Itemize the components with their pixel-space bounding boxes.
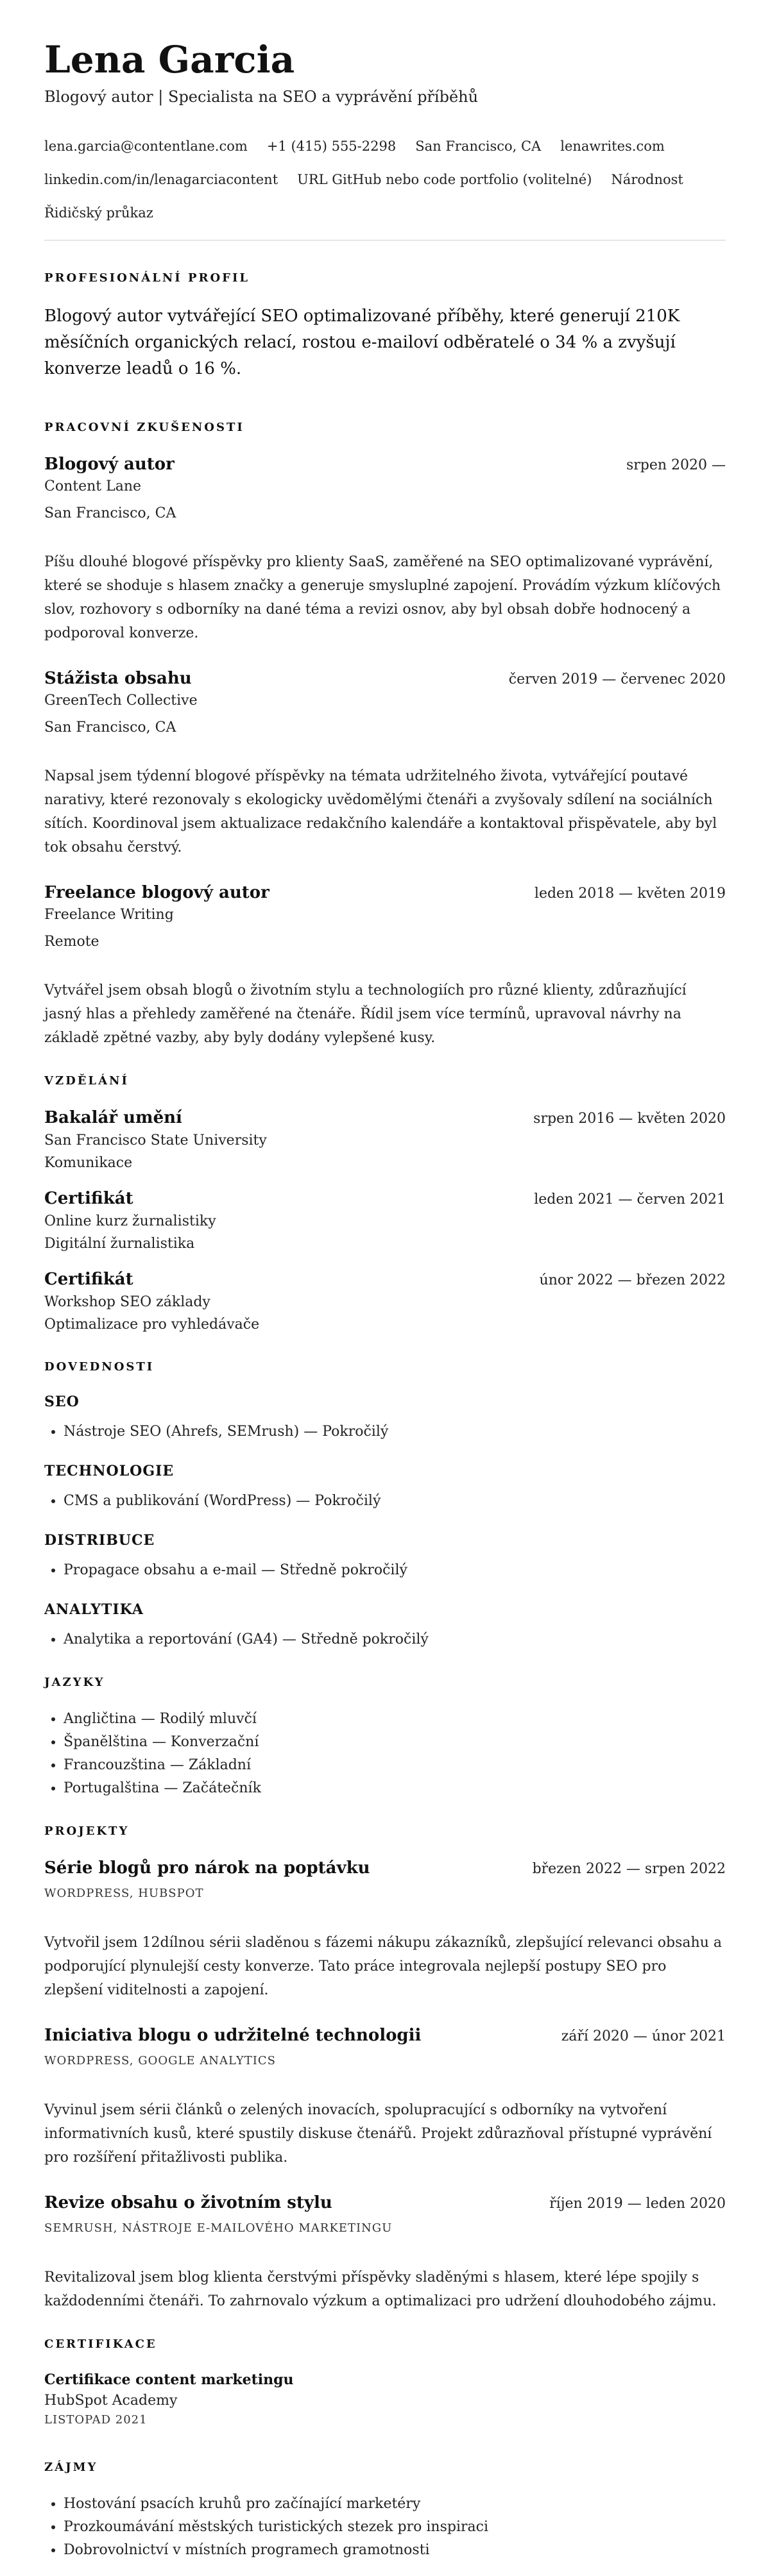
job-company: Freelance Writing	[44, 907, 174, 923]
projects-section	[44, 1823, 726, 2313]
person-tagline: Blogový autor | Specialista na SEO a vyprávění příběhů	[44, 88, 479, 106]
degree-title: Certifikát	[44, 1189, 133, 1208]
section-title-profile: PROFESIONÁLNÍ PROFIL	[44, 271, 250, 285]
job-title: Freelance blogový autor	[44, 883, 270, 902]
degree-dates: únor 2022 — březen 2022	[539, 1272, 726, 1288]
language-item: • Španělština — Konverzační	[64, 1731, 726, 1754]
contact-portfolio[interactable]: URL GitHub nebo code portfolio (volitelné)	[297, 172, 592, 187]
project-dates: září 2020 — únor 2021	[561, 2028, 726, 2044]
job-location: San Francisco, CA	[44, 505, 176, 521]
degree-title: Certifikát	[44, 1270, 133, 1289]
profile-summary: Blogový autor vytvářející SEO optimalizované příběhy, které generují 210K měsíčních organických relací, rostou e-mailoví odběratelé o 34 % a zvyšují konverze leadů o 16 %.	[44, 307, 680, 378]
job-description: Vytvářel jsem obsah blogů o životním stylu a technologiích pro různé klienty, zdůrazňující jasný hlas a přehledy zaměřené na čtenáře. Řídil jsem více termínů, upravoval návrhy na základě zpětné vazby, aby byly dodány vylepšené kusy.	[44, 982, 687, 1046]
profile-section	[44, 270, 726, 382]
section-title-skills: DOVEDNOSTI	[44, 1360, 155, 1374]
job-dates: leden 2018 — květen 2019	[534, 886, 726, 902]
experience-entry	[44, 453, 726, 645]
contact-website[interactable]: lenawrites.com	[560, 139, 665, 154]
project-tech: WORDPRESS, GOOGLE ANALYTICS	[44, 2054, 276, 2067]
contact-list	[44, 130, 726, 230]
skill-list	[44, 1628, 726, 1651]
project-dates: říjen 2019 — leden 2020	[549, 2196, 726, 2212]
section-title-interests: ZÁJMY	[44, 2461, 98, 2474]
contact-linkedin[interactable]: linkedin.com/in/lenagarciacontent	[44, 172, 278, 187]
job-description: Píšu dlouhé blogové příspěvky pro klienty SaaS, zaměřené na SEO optimalizované vyprávění, které se shoduje s hlasem značky a generuje smysluplné zapojení. Provádím výzkum klíčových slov, rozhovory s odborníky na dané téma a revizi osnov, aby byl obsah dobře hodnocený a podporoval konverze.	[44, 554, 721, 641]
languages-section	[44, 1674, 726, 1800]
contact-nationality: Národnost	[611, 172, 683, 187]
degree-dates: leden 2021 — červen 2021	[534, 1191, 726, 1208]
skill-list	[44, 1559, 726, 1582]
degree-dates: srpen 2016 — květen 2020	[533, 1111, 726, 1127]
study-field: Digitální žurnalistika	[44, 1236, 195, 1252]
education-entry	[44, 1268, 726, 1336]
experience-section	[44, 419, 726, 1050]
project-name: Iniciativa blogu o udržitelné technologii	[44, 2026, 422, 2045]
education-section	[44, 1073, 726, 1336]
interest-item: • Hostování psacích kruhů pro začínající marketéry	[64, 2493, 726, 2516]
contact-email[interactable]: lena.garcia@contentlane.com	[44, 139, 248, 154]
person-name: Lena Garcia	[44, 38, 295, 81]
project-entry	[44, 1856, 726, 2002]
language-item: • Francouzština — Základní	[64, 1754, 726, 1777]
certification-issuer: HubSpot Academy	[44, 2393, 178, 2409]
section-title-experience: PRACOVNÍ ZKUŠENOSTI	[44, 421, 244, 434]
skills-section	[44, 1359, 726, 1651]
experience-entry	[44, 667, 726, 859]
project-description: Revitalizoval jsem blog klienta čerstvými příspěvky sladěnými s hlasem, které lépe spojily s každodenními čtenáři. To zahrnovalo výzkum a optimalizaci pro udržení dlouhodobého zájmu.	[44, 2269, 717, 2309]
skill-group-title: TECHNOLOGIE	[44, 1463, 175, 1479]
job-dates: srpen 2020 —	[626, 457, 726, 473]
section-title-education: VZDĚLÁNÍ	[44, 1074, 129, 1088]
education-entry	[44, 1187, 726, 1255]
skill-group-title: SEO	[44, 1393, 80, 1410]
language-list	[44, 1708, 726, 1800]
job-location: San Francisco, CA	[44, 720, 176, 736]
project-tech: WORDPRESS, HUBSPOT	[44, 1887, 204, 1900]
degree-title: Bakalář umění	[44, 1108, 182, 1127]
section-title-projects: PROJEKTY	[44, 1824, 130, 1838]
skill-item: • Analytika a reportování (GA4) — Středně pokročilý	[64, 1628, 726, 1651]
certification-date: LISTOPAD 2021	[44, 2413, 148, 2427]
experience-entry	[44, 881, 726, 1050]
contact-location: San Francisco, CA	[415, 139, 542, 154]
skill-item: • Nástroje SEO (Ahrefs, SEMrush) — Pokročilý	[64, 1420, 726, 1444]
school-name: Workshop SEO základy	[44, 1294, 210, 1310]
section-title-languages: JAZYKY	[44, 1676, 105, 1689]
project-tech: SEMRUSH, NÁSTROJE E-MAILOVÉHO MARKETINGU	[44, 2221, 393, 2235]
interest-item: • Dobrovolnictví v místních programech gramotnosti	[64, 2539, 726, 2562]
project-entry	[44, 2024, 726, 2169]
job-title: Blogový autor	[44, 455, 175, 474]
skill-list	[44, 1490, 726, 1513]
skill-item: • Propagace obsahu a e-mail — Středně pokročilý	[64, 1559, 726, 1582]
certification-name: Certifikace content marketingu	[44, 2371, 294, 2388]
school-name: Online kurz žurnalistiky	[44, 1213, 216, 1229]
job-description: Napsal jsem týdenní blogové příspěvky na témata udržitelného života, vytvářející poutavé narativy, které rezonovaly s ekologicky uvědomělými čtenáři a zvyšovaly sdílení na sociálních sítích. Koordinoval jsem aktualizace redakčního kalendáře a kontaktoval přispěvatele, aby byl tok obsahu čerstvý.	[44, 768, 717, 855]
contact-driving-license: Řidičský průkaz	[44, 205, 153, 221]
education-entry	[44, 1106, 726, 1174]
project-entry	[44, 2191, 726, 2313]
resume-header	[44, 36, 726, 230]
interest-item: • Prozkoumávání městských turistických stezek pro inspiraci	[64, 2516, 726, 2539]
section-title-certifications: CERTIFIKACE	[44, 2337, 157, 2351]
job-title: Stážista obsahu	[44, 669, 192, 688]
project-description: Vyvinul jsem sérii článků o zelených inovacích, spolupracující s odborníky na vytvoření informativních kusů, které spustily diskuse čtenářů. Projekt zdůrazňoval přístupné vyprávění pro rozšíření přitažlivosti publika.	[44, 2102, 712, 2166]
project-name: Série blogů pro nárok na poptávku	[44, 1858, 370, 1878]
study-field: Optimalizace pro vyhledávače	[44, 1317, 260, 1333]
language-item: • Angličtina — Rodilý mluvčí	[64, 1708, 726, 1731]
contact-phone[interactable]: +1 (415) 555-2298	[266, 139, 397, 154]
job-company: Content Lane	[44, 478, 142, 494]
interest-list	[44, 2493, 726, 2562]
job-company: GreenTech Collective	[44, 693, 198, 709]
interests-section	[44, 2459, 726, 2562]
school-name: San Francisco State University	[44, 1132, 267, 1149]
project-description: Vytvořil jsem 12dílnou sérii sladěnou s fázemi nákupu zákazníků, zlepšující relevanci obsahu a podporující plynulejší cesty konverze. Tato práce integrovala nejlepší postupy SEO pro zlepšení viditelnosti a zapojení.	[44, 1935, 722, 1998]
project-dates: březen 2022 — srpen 2022	[532, 1861, 726, 1877]
skill-group-title: ANALYTIKA	[44, 1601, 144, 1618]
skill-item: • CMS a publikování (WordPress) — Pokročilý	[64, 1490, 726, 1513]
job-location: Remote	[44, 934, 99, 950]
language-item: • Portugalština — Začátečník	[64, 1777, 726, 1800]
skill-list	[44, 1420, 726, 1444]
project-name: Revize obsahu o životním stylu	[44, 2193, 332, 2212]
job-dates: červen 2019 — červenec 2020	[508, 671, 726, 687]
skill-group-title: DISTRIBUCE	[44, 1532, 155, 1549]
study-field: Komunikace	[44, 1155, 133, 1171]
certifications-section	[44, 2336, 726, 2429]
